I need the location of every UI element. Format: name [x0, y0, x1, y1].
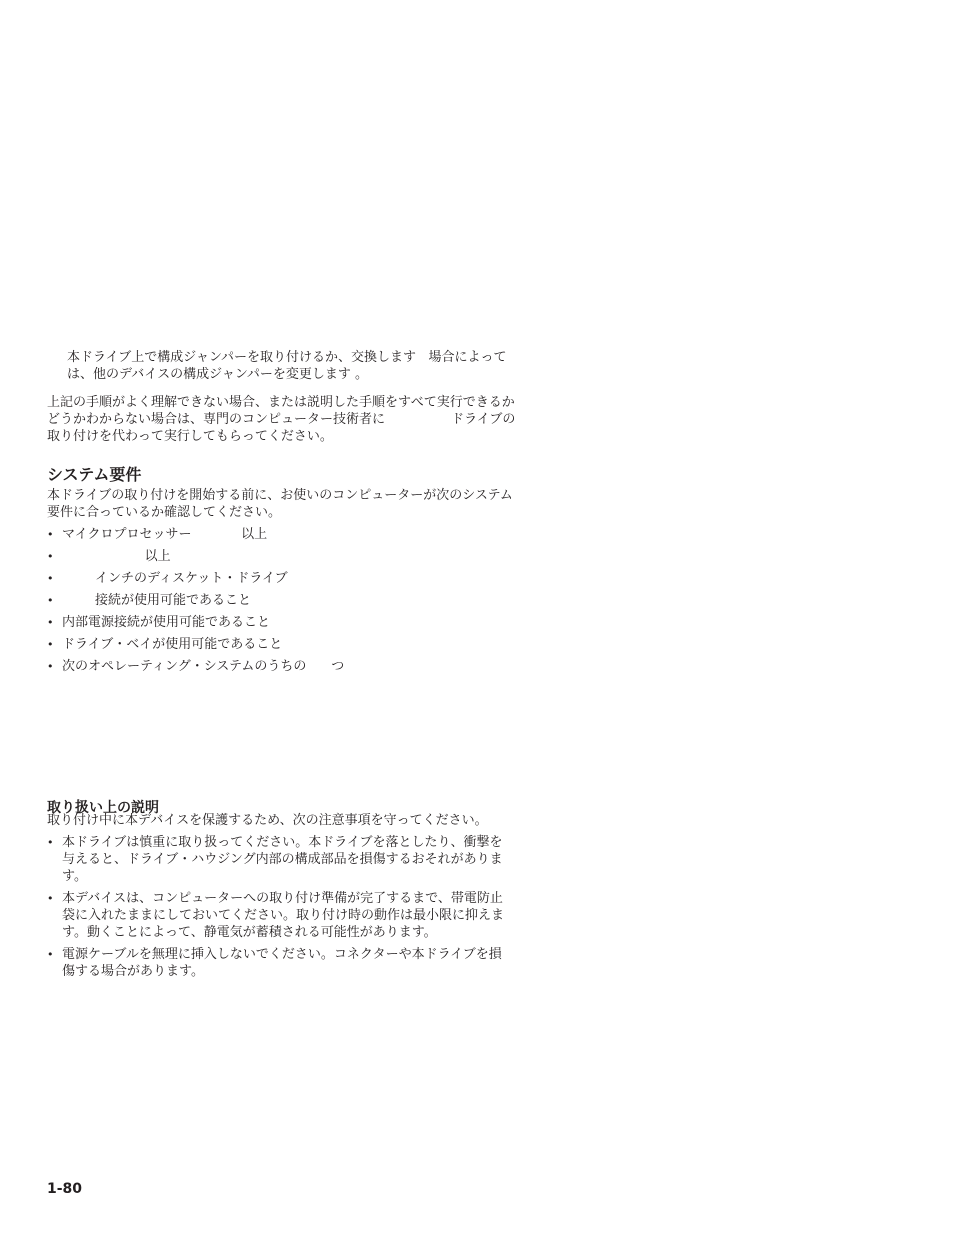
- list-item: [47, 614, 547, 636]
- list-item-line: 袋に入れたままにしておいてください。取り付け時の動作は最小限に抑えま: [62, 908, 505, 923]
- list-item-text: インチのディスケット・ドライブ: [62, 571, 288, 586]
- list-item-text: 次のオペレーティング・システムのうちの つ: [62, 659, 345, 674]
- handling-description: [47, 812, 557, 829]
- list-item: [47, 526, 547, 548]
- list-item-line: 傷する場合があります。: [62, 964, 204, 979]
- list-item: [47, 592, 547, 614]
- handling-desc-line: 取り付け中に本デバイスを保護するため、次の注意事項を守ってください。: [47, 813, 488, 828]
- list-item: [47, 890, 547, 941]
- list-item-text: 以上: [62, 549, 171, 564]
- list-item-line: 与えると、ドライブ・ハウジング内部の構成部品を損傷するおそれがありま: [62, 852, 503, 867]
- handling-heading: 取り扱い上の説明: [47, 800, 159, 816]
- bullet: •: [47, 948, 54, 961]
- list-item-text: 接続が使用可能であること: [62, 593, 252, 608]
- sys-desc-line: 要件に合っているか確認してください。: [47, 505, 282, 520]
- intro-paragraph: [47, 394, 557, 445]
- bullet: •: [47, 836, 54, 849]
- intro-line: どうかわからない場合は、専門のコンピューター技術者に ドライブの: [47, 412, 516, 427]
- intro-line: 取り付けを代わって実行してもらってください。: [47, 429, 333, 444]
- bullet: •: [47, 616, 54, 629]
- bullet: •: [47, 892, 54, 905]
- list-item-line: 本ドライブは慎重に取り扱ってください。本ドライブを落としたり、衝撃を: [62, 835, 503, 850]
- jumper-note: [67, 349, 557, 383]
- list-item-line: 本デバイスは、コンピューターへの取り付け準備が完了するまで、帯電防止: [62, 891, 503, 906]
- list-item-text: ドライブ・ベイが使用可能であること: [62, 637, 283, 652]
- list-item-line: す。: [62, 869, 87, 884]
- list-item-line: す。動くことによって、静電気が蓄積される可能性があります。: [62, 925, 437, 940]
- list-item-line: 電源ケーブルを無理に挿入しないでください。コネクターや本ドライブを損: [62, 947, 502, 962]
- bullet: •: [47, 594, 54, 607]
- bullet: •: [47, 638, 54, 651]
- system-requirements-list: [47, 526, 547, 680]
- sys-desc-line: 本ドライブの取り付けを開始する前に、お使いのコンピューターが次のシステム: [47, 488, 513, 503]
- page-number: 1-80: [47, 1181, 83, 1197]
- bullet: •: [47, 528, 54, 541]
- list-item: [47, 834, 547, 885]
- handling-list: [47, 834, 547, 985]
- bullet: •: [47, 572, 54, 585]
- intro-line: 上記の手順がよく理解できない場合、または説明した手順をすべて実行できるか: [47, 395, 515, 410]
- list-item: [47, 636, 547, 658]
- list-item-text: 内部電源接続が使用可能であること: [62, 615, 271, 630]
- note-line: 本ドライブ上で構成ジャンパーを取り付けるか、交換します 場合によって: [67, 350, 507, 365]
- list-item: [47, 570, 547, 592]
- note-line: は、他のデバイスの構成ジャンパーを変更します 。: [67, 367, 369, 382]
- bullet: •: [47, 550, 54, 563]
- list-item: [47, 658, 547, 680]
- list-item: [47, 946, 547, 980]
- list-item: [47, 548, 547, 570]
- bullet: •: [47, 660, 54, 673]
- system-requirements-description: [47, 487, 557, 521]
- list-item-text: マイクロプロセッサー 以上: [62, 527, 268, 542]
- system-requirements-heading: システム要件: [47, 465, 142, 484]
